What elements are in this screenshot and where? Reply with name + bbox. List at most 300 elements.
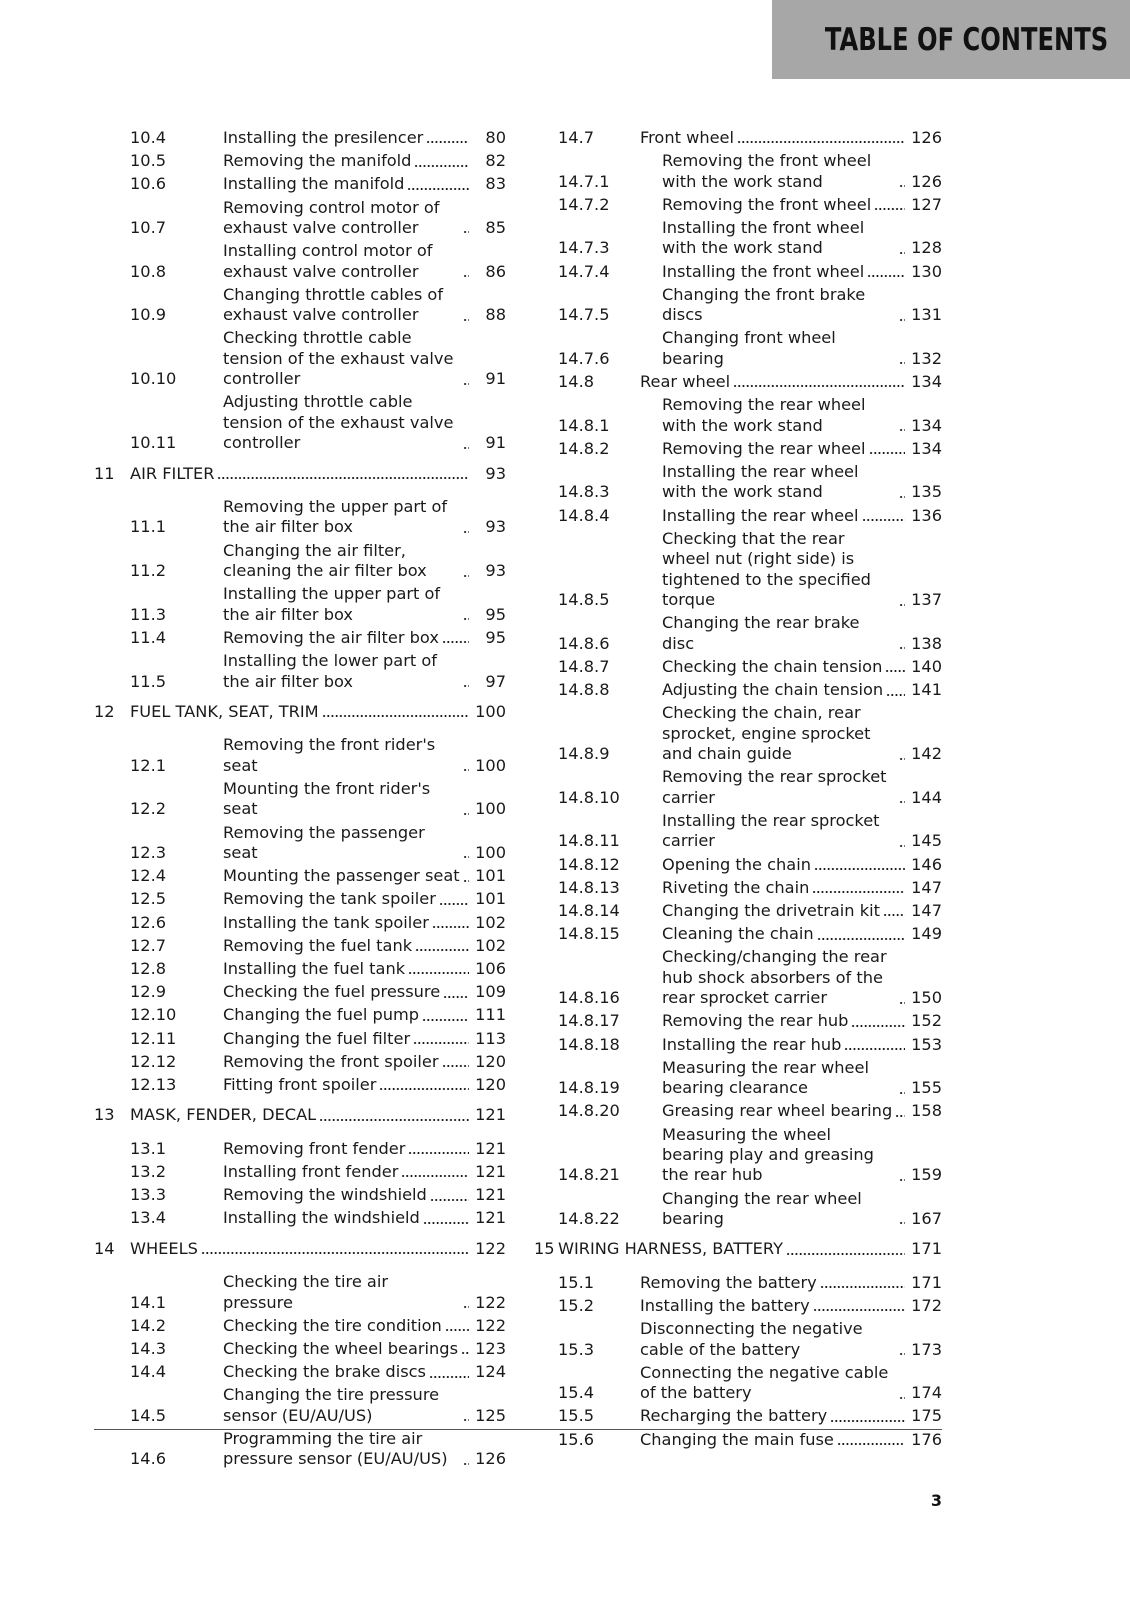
toc-entry-title: Removing the passenger seat bbox=[223, 822, 425, 862]
toc-entry-title: Removing the manifold bbox=[223, 151, 412, 171]
toc-entry[interactable] bbox=[534, 1363, 942, 1404]
toc-entry-title: Rear wheel bbox=[640, 372, 731, 392]
dot-leader bbox=[414, 154, 469, 168]
dot-leader bbox=[899, 174, 905, 188]
toc-entry[interactable] bbox=[94, 1429, 506, 1470]
dot-leader bbox=[439, 892, 469, 906]
toc-entry-page: 126 bbox=[911, 128, 942, 147]
toc-entry[interactable] bbox=[94, 735, 506, 776]
toc-entry-title: Checking the chain, rear sprocket, engine sprocket and chain guide bbox=[662, 703, 871, 764]
toc-entry-title: Installing the manifold bbox=[223, 174, 405, 194]
toc-entry-title: Installing the battery bbox=[640, 1296, 810, 1316]
toc-entry-page: 136 bbox=[911, 505, 942, 525]
toc-entry[interactable] bbox=[94, 198, 506, 239]
toc-entry-page: 146 bbox=[911, 854, 942, 874]
toc-entry-page: 100 bbox=[475, 755, 506, 775]
toc-entry-title: Checking the fuel pressure bbox=[223, 982, 441, 1002]
toc-entry-body bbox=[223, 823, 472, 864]
dot-leader bbox=[322, 704, 469, 718]
toc-entry[interactable] bbox=[94, 1075, 506, 1095]
toc-entry-body bbox=[223, 1362, 472, 1382]
toc-entry-page: 121 bbox=[475, 1162, 506, 1181]
toc-entry-body bbox=[223, 1185, 472, 1205]
toc-entry-page: 95 bbox=[485, 604, 506, 624]
toc-entry-body bbox=[662, 613, 908, 654]
toc-entry[interactable] bbox=[534, 328, 942, 369]
toc-entry-page: 93 bbox=[485, 463, 506, 483]
dot-leader bbox=[443, 985, 469, 999]
toc-entry[interactable] bbox=[94, 1362, 506, 1382]
toc-entry[interactable] bbox=[94, 1272, 506, 1313]
dot-leader bbox=[895, 1104, 905, 1118]
dot-leader bbox=[442, 1054, 470, 1068]
toc-entry-page: 125 bbox=[475, 1405, 506, 1425]
toc-entry[interactable] bbox=[94, 651, 506, 692]
toc-entry-body bbox=[640, 1319, 908, 1360]
toc-entry[interactable] bbox=[94, 866, 506, 886]
toc-entry[interactable] bbox=[534, 1125, 942, 1186]
toc-entry-title: Removing the upper part of the air filter box bbox=[223, 497, 448, 537]
toc-entry[interactable] bbox=[94, 959, 506, 979]
toc-entry-title: Checking that the rear wheel nut (right side) is tightened to the specified torque bbox=[662, 528, 871, 610]
toc-entry[interactable] bbox=[94, 241, 506, 282]
toc-entry-page: 82 bbox=[485, 151, 506, 171]
toc-entry-number: 14.8.14 bbox=[558, 900, 620, 920]
toc-entry[interactable] bbox=[534, 703, 942, 764]
toc-entry-page: 113 bbox=[475, 1028, 506, 1048]
toc-entry-number: 14.4 bbox=[130, 1362, 167, 1382]
toc-entry-page: 141 bbox=[911, 680, 942, 700]
toc-entry-number: 12.1 bbox=[130, 755, 167, 775]
toc-entry-page: 91 bbox=[485, 369, 506, 389]
toc-chapter-entry[interactable] bbox=[94, 464, 506, 484]
toc-entry-body bbox=[223, 174, 472, 194]
toc-entry-page: 153 bbox=[911, 1034, 942, 1054]
toc-entry[interactable] bbox=[534, 1273, 942, 1293]
dot-leader bbox=[899, 485, 905, 499]
toc-entry-body bbox=[640, 1296, 908, 1316]
toc-entry-number: 14.8.9 bbox=[558, 744, 610, 764]
dot-leader bbox=[837, 1432, 905, 1446]
toc-entry-page: 155 bbox=[911, 1078, 942, 1098]
toc-entry-number: 13.3 bbox=[130, 1185, 167, 1205]
toc-entry-title: Removing the front spoiler bbox=[223, 1051, 439, 1071]
toc-entry-number: 14.5 bbox=[130, 1405, 167, 1425]
toc-entry-number: 10.4 bbox=[130, 128, 167, 147]
toc-entry-number: 14.8.17 bbox=[558, 1011, 620, 1031]
toc-entry-page: 93 bbox=[485, 517, 506, 537]
toc-entry-body bbox=[223, 285, 472, 326]
toc-chapter-entry[interactable] bbox=[94, 702, 506, 722]
toc-entry[interactable] bbox=[94, 328, 506, 389]
toc-entry-title: Installing the rear sprocket carrier bbox=[662, 810, 880, 851]
dot-leader bbox=[899, 1211, 905, 1225]
toc-entry-number: 14.7.5 bbox=[558, 305, 610, 325]
toc-entry[interactable] bbox=[534, 372, 942, 392]
toc-entry[interactable] bbox=[94, 128, 506, 148]
toc-entry-number: 14.8.15 bbox=[558, 924, 620, 944]
toc-entry[interactable] bbox=[534, 262, 942, 282]
toc-entry-body bbox=[662, 1125, 908, 1186]
toc-entry[interactable] bbox=[534, 901, 942, 921]
toc-entry-title: Disconnecting the negative cable of the battery bbox=[640, 1319, 863, 1359]
toc-entry-body bbox=[662, 285, 908, 326]
toc-entry-page: 86 bbox=[485, 261, 506, 281]
toc-entry-number: 12.9 bbox=[130, 982, 167, 1002]
toc-entry-title: Measuring the wheel bearing play and greasing the rear hub bbox=[662, 1124, 874, 1185]
toc-entry-title: Checking the tire air pressure bbox=[223, 1272, 389, 1312]
toc-entry-body bbox=[223, 866, 472, 886]
toc-entry[interactable] bbox=[94, 1139, 506, 1159]
toc-entry-number: 12.6 bbox=[130, 912, 167, 932]
toc-entry-title: Changing the drivetrain kit bbox=[662, 900, 880, 920]
toc-entry-number: 14.8.22 bbox=[558, 1209, 620, 1229]
dot-leader bbox=[463, 564, 469, 578]
toc-entry[interactable] bbox=[94, 1208, 506, 1228]
toc-entry-page: 137 bbox=[911, 590, 942, 610]
toc-entry[interactable] bbox=[94, 497, 506, 538]
toc-entry-body bbox=[662, 947, 908, 1008]
toc-entry-number: 12.10 bbox=[130, 1005, 177, 1025]
dot-leader bbox=[899, 834, 905, 848]
dot-leader bbox=[463, 372, 469, 386]
toc-entry-body bbox=[662, 439, 908, 459]
dot-leader bbox=[814, 857, 905, 871]
toc-entry[interactable] bbox=[534, 680, 942, 700]
toc-entry-page: 97 bbox=[485, 671, 506, 691]
toc-entry-number: 14.7.6 bbox=[558, 348, 610, 368]
toc-entry-body bbox=[662, 657, 908, 677]
toc-entry-page: 85 bbox=[485, 218, 506, 238]
toc-entry-body bbox=[223, 241, 472, 282]
toc-entry[interactable] bbox=[94, 913, 506, 933]
toc-entry-page: 93 bbox=[485, 561, 506, 581]
toc-entry-page: 176 bbox=[911, 1429, 942, 1449]
dot-leader bbox=[401, 1164, 469, 1178]
toc-entry-title: Installing the windshield bbox=[223, 1208, 420, 1228]
toc-entry-body bbox=[662, 529, 908, 611]
toc-entry-number: 11.2 bbox=[130, 561, 167, 581]
toc-entry[interactable] bbox=[534, 529, 942, 611]
toc-entry-number: 14.8.6 bbox=[558, 633, 610, 653]
toc-entry-number: 10.6 bbox=[130, 174, 167, 194]
toc-entry-body bbox=[130, 1105, 472, 1125]
toc-entry[interactable] bbox=[94, 779, 506, 820]
toc-entry-title: Installing the upper part of the air filter box bbox=[223, 584, 441, 624]
toc-entry-title: Changing the rear brake disc bbox=[662, 613, 860, 653]
toc-entry[interactable] bbox=[534, 195, 942, 215]
toc-entry[interactable] bbox=[534, 878, 942, 898]
toc-entry[interactable] bbox=[94, 1185, 506, 1205]
toc-entry[interactable] bbox=[534, 767, 942, 808]
dot-leader bbox=[733, 374, 905, 388]
toc-entry-title: Removing the rear hub bbox=[662, 1011, 849, 1031]
dot-leader bbox=[899, 241, 905, 255]
toc-entry-page: 122 bbox=[475, 1315, 506, 1335]
toc-entry-number: 14.8.1 bbox=[558, 415, 610, 435]
toc-entry-title: Removing the rear wheel with the work stand bbox=[662, 395, 866, 435]
toc-entry-number: 14.7.3 bbox=[558, 238, 610, 258]
toc-entry[interactable] bbox=[94, 541, 506, 582]
dot-leader bbox=[820, 1275, 905, 1289]
toc-entry[interactable] bbox=[94, 982, 506, 1002]
toc-entry-body bbox=[223, 328, 472, 389]
toc-entry[interactable] bbox=[94, 628, 506, 648]
toc-entry-page: 147 bbox=[911, 877, 942, 897]
toc-entry-body bbox=[223, 497, 472, 538]
dot-leader bbox=[899, 991, 905, 1005]
toc-entry-number: 13.4 bbox=[130, 1208, 167, 1228]
toc-entry[interactable] bbox=[94, 1029, 506, 1049]
toc-entry-page: 131 bbox=[911, 305, 942, 325]
toc-entry-page: 140 bbox=[911, 656, 942, 676]
toc-entry[interactable] bbox=[94, 936, 506, 956]
dot-leader bbox=[463, 1452, 469, 1466]
toc-entry[interactable] bbox=[534, 395, 942, 436]
toc-entry-title: Mounting the passenger seat bbox=[223, 866, 460, 886]
dot-leader bbox=[415, 938, 469, 952]
toc-right-column bbox=[534, 128, 942, 1453]
toc-entry[interactable] bbox=[534, 947, 942, 1008]
toc-entry-number: 12 bbox=[94, 701, 115, 721]
toc-entry-body bbox=[662, 1058, 908, 1099]
toc-left-column bbox=[94, 128, 506, 1473]
toc-chapter-entry[interactable] bbox=[94, 1105, 506, 1125]
toc-entry-number: 12.8 bbox=[130, 958, 167, 978]
toc-entry[interactable] bbox=[534, 1035, 942, 1055]
toc-entry-body bbox=[662, 855, 908, 875]
toc-entry[interactable] bbox=[94, 1052, 506, 1072]
toc-entry[interactable] bbox=[534, 1189, 942, 1230]
toc-entry-title: Connecting the negative cable of the battery bbox=[640, 1362, 889, 1403]
dot-leader bbox=[442, 630, 469, 644]
toc-entry[interactable] bbox=[534, 1430, 942, 1450]
toc-entry[interactable] bbox=[534, 613, 942, 654]
toc-entry[interactable] bbox=[534, 506, 942, 526]
toc-entry[interactable] bbox=[534, 1011, 942, 1031]
toc-entry[interactable] bbox=[94, 1339, 506, 1359]
toc-entry-page: 135 bbox=[911, 482, 942, 502]
toc-entry-title: WHEELS bbox=[130, 1238, 198, 1258]
toc-chapter-entry[interactable] bbox=[94, 1239, 506, 1259]
toc-entry-number: 11.3 bbox=[130, 604, 167, 624]
toc-entry[interactable] bbox=[534, 439, 942, 459]
dot-leader bbox=[426, 130, 469, 144]
toc-entry-number: 12.2 bbox=[130, 799, 167, 819]
toc-entry-page: 167 bbox=[911, 1209, 942, 1229]
dot-leader bbox=[899, 1081, 905, 1095]
toc-entry-page: 171 bbox=[911, 1239, 942, 1259]
toc-entry-body bbox=[640, 372, 908, 392]
toc-entry-page: 80 bbox=[485, 128, 506, 147]
toc-entry-number: 14.8.18 bbox=[558, 1034, 620, 1054]
toc-entry-body bbox=[223, 541, 472, 582]
toc-entry-title: Recharging the battery bbox=[640, 1406, 828, 1426]
toc-entry-number: 10.10 bbox=[130, 369, 177, 389]
toc-entry-title: Changing the fuel pump bbox=[223, 1005, 420, 1025]
toc-entry-page: 121 bbox=[475, 1208, 506, 1228]
toc-entry[interactable] bbox=[534, 1058, 942, 1099]
dot-leader bbox=[463, 308, 469, 322]
toc-entry-body bbox=[130, 702, 472, 722]
toc-entry-number: 11.5 bbox=[130, 671, 167, 691]
toc-entry[interactable] bbox=[534, 151, 942, 192]
toc-entry-page: 123 bbox=[475, 1339, 506, 1359]
toc-entry[interactable] bbox=[534, 1101, 942, 1121]
toc-entry-body bbox=[223, 1005, 472, 1025]
toc-entry-number: 14.2 bbox=[130, 1315, 167, 1335]
toc-entry-number: 14.8.20 bbox=[558, 1101, 620, 1121]
toc-entry-number: 14.8.3 bbox=[558, 482, 610, 502]
toc-entry-number: 13.2 bbox=[130, 1162, 167, 1181]
toc-entry-title: Changing the front brake discs bbox=[662, 284, 866, 325]
toc-entry[interactable] bbox=[94, 151, 506, 171]
toc-entry[interactable] bbox=[94, 1316, 506, 1336]
toc-entry-body bbox=[223, 128, 472, 148]
toc-entry-title: Installing the rear wheel with the work stand bbox=[662, 462, 859, 502]
toc-entry-number: 10.8 bbox=[130, 261, 167, 281]
toc-entry-number: 15.5 bbox=[558, 1406, 595, 1426]
toc-entry-title: Installing the rear wheel bbox=[662, 505, 859, 525]
toc-entry[interactable] bbox=[534, 657, 942, 677]
toc-entry-title: Checking the wheel bearings bbox=[223, 1339, 459, 1359]
toc-entry[interactable] bbox=[534, 1406, 942, 1426]
toc-entry-page: 171 bbox=[911, 1272, 942, 1292]
toc-entry-page: 100 bbox=[475, 842, 506, 862]
dot-leader bbox=[463, 1295, 469, 1309]
dot-leader bbox=[463, 758, 469, 772]
toc-entry-page: 134 bbox=[911, 438, 942, 458]
toc-entry[interactable] bbox=[534, 462, 942, 503]
dot-leader bbox=[445, 1318, 469, 1332]
toc-entry-body bbox=[662, 901, 908, 921]
toc-entry-title: Removing the windshield bbox=[223, 1185, 427, 1205]
toc-entry[interactable] bbox=[94, 889, 506, 909]
toc-entry-body bbox=[662, 1035, 908, 1055]
header-tab bbox=[772, 0, 1130, 79]
toc-entry-page: 95 bbox=[485, 627, 506, 647]
toc-entry-page: 145 bbox=[911, 831, 942, 851]
toc-entry-number: 14.8.7 bbox=[558, 656, 610, 676]
toc-entry-body bbox=[223, 1052, 472, 1072]
toc-entry[interactable] bbox=[534, 218, 942, 259]
toc-entry[interactable] bbox=[94, 1162, 506, 1182]
toc-entry-body bbox=[662, 1101, 908, 1121]
toc-entry-page: 144 bbox=[911, 787, 942, 807]
dot-leader bbox=[423, 1211, 469, 1225]
toc-entry[interactable] bbox=[534, 1319, 942, 1360]
dot-leader bbox=[862, 508, 905, 522]
dot-leader bbox=[817, 927, 905, 941]
toc-entry-number: 10.5 bbox=[130, 151, 167, 171]
toc-entry[interactable] bbox=[534, 924, 942, 944]
toc-entry-page: 121 bbox=[475, 1105, 506, 1125]
toc-entry-number: 14.8.13 bbox=[558, 877, 620, 897]
toc-entry-number: 10.9 bbox=[130, 305, 167, 325]
toc-entry-title: Installing the rear hub bbox=[662, 1034, 842, 1054]
dot-leader bbox=[899, 747, 905, 761]
dot-leader bbox=[463, 264, 469, 278]
toc-entry-body bbox=[662, 878, 908, 898]
toc-entry[interactable] bbox=[534, 128, 942, 148]
toc-entry-title: Fitting front spoiler bbox=[223, 1074, 377, 1094]
toc-entry-body bbox=[223, 1162, 472, 1182]
toc-entry[interactable] bbox=[534, 855, 942, 875]
dot-leader bbox=[432, 915, 469, 929]
toc-entry[interactable] bbox=[94, 1005, 506, 1025]
toc-entry-page: 152 bbox=[911, 1011, 942, 1031]
toc-entry-body bbox=[640, 1430, 908, 1450]
toc-entry-page: 121 bbox=[475, 1185, 506, 1205]
toc-entry-page: 100 bbox=[475, 799, 506, 819]
toc-entry-page: 150 bbox=[911, 988, 942, 1008]
toc-entry-title: MASK, FENDER, DECAL bbox=[130, 1105, 317, 1125]
dot-leader bbox=[429, 1365, 469, 1379]
toc-entry-body bbox=[662, 1011, 908, 1031]
toc-entry-title: Installing front fender bbox=[223, 1162, 399, 1181]
toc-entry-number: 14.7.1 bbox=[558, 171, 610, 191]
dot-leader bbox=[463, 436, 469, 450]
dot-leader bbox=[899, 636, 905, 650]
toc-entry-page: 138 bbox=[911, 633, 942, 653]
toc-entry-title: WIRING HARNESS, BATTERY bbox=[558, 1239, 784, 1259]
toc-entry-number: 14.7.2 bbox=[558, 194, 610, 214]
toc-entry-title: Removing the front wheel bbox=[662, 194, 872, 214]
toc-entry[interactable] bbox=[534, 1296, 942, 1316]
dot-leader bbox=[408, 961, 469, 975]
toc-entry-body bbox=[223, 959, 472, 979]
toc-entry[interactable] bbox=[94, 584, 506, 625]
toc-entry-title: Removing the front wheel with the work stand bbox=[662, 151, 872, 191]
dot-leader bbox=[461, 1341, 469, 1355]
toc-entry-number: 14.7 bbox=[558, 128, 595, 147]
toc-chapter-entry[interactable] bbox=[534, 1239, 942, 1259]
toc-entry-page: 100 bbox=[475, 701, 506, 721]
toc-entry[interactable] bbox=[94, 823, 506, 864]
toc-entry-title: Installing the lower part of the air filter box bbox=[223, 651, 437, 691]
toc-entry-number: 13.1 bbox=[130, 1138, 167, 1158]
toc-entry-body bbox=[662, 328, 908, 369]
toc-entry-body bbox=[223, 889, 472, 909]
toc-entry-title: Changing the fuel filter bbox=[223, 1028, 411, 1048]
toc-entry[interactable] bbox=[94, 392, 506, 453]
toc-entry-title: Changing the rear wheel bearing bbox=[662, 1188, 862, 1229]
toc-entry-number: 13 bbox=[94, 1105, 115, 1125]
toc-entry-number: 14.8.16 bbox=[558, 988, 620, 1008]
toc-entry-body bbox=[662, 395, 908, 436]
toc-entry-body bbox=[662, 151, 908, 192]
toc-entry-title: Adjusting the chain tension bbox=[662, 680, 884, 700]
dot-leader bbox=[463, 1408, 469, 1422]
toc-entry-number: 14.8 bbox=[558, 372, 595, 392]
toc-entry-page: 173 bbox=[911, 1339, 942, 1359]
toc-entry-number: 14.8.10 bbox=[558, 787, 620, 807]
toc-entry-title: Removing control motor of exhaust valve controller bbox=[223, 197, 440, 238]
toc-entry-page: 175 bbox=[911, 1406, 942, 1426]
toc-entry-page: 122 bbox=[475, 1292, 506, 1312]
toc-entry-body bbox=[558, 1239, 908, 1259]
toc-entry-page: 127 bbox=[911, 194, 942, 214]
toc-entry[interactable] bbox=[534, 811, 942, 852]
toc-entry[interactable] bbox=[94, 1385, 506, 1426]
toc-entry[interactable] bbox=[94, 285, 506, 326]
toc-entry-number: 14.8.8 bbox=[558, 680, 610, 700]
toc-entry-number: 12.11 bbox=[130, 1028, 177, 1048]
toc-entry[interactable] bbox=[534, 285, 942, 326]
toc-entry-page: 111 bbox=[475, 1005, 506, 1025]
dot-leader bbox=[899, 1386, 905, 1400]
toc-entry[interactable] bbox=[94, 174, 506, 194]
